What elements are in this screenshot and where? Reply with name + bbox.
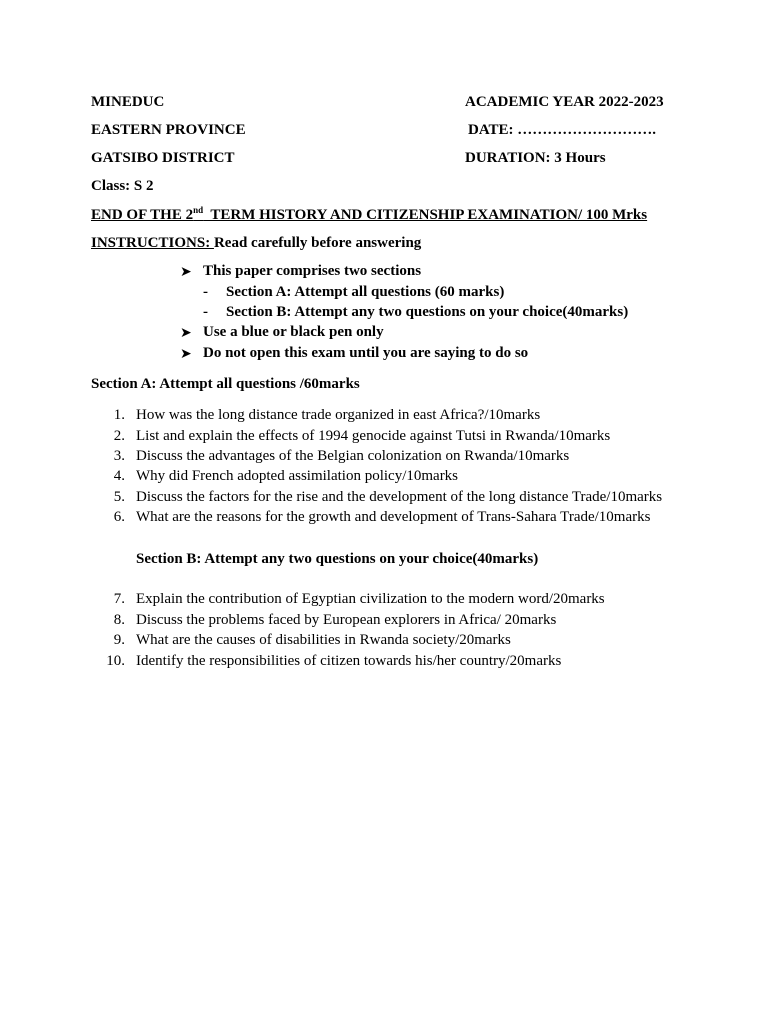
arrow-bullet-icon: ➤ <box>180 265 192 280</box>
question-text: How was the long distance trade organized in east Africa?/10marks <box>136 407 541 423</box>
dash-bullet-icon: - <box>203 284 208 300</box>
question-number: 6. <box>113 509 125 525</box>
question-number: 4. <box>113 468 125 484</box>
exam-title <box>91 207 647 224</box>
district-name: GATSIBO DISTRICT <box>91 150 235 166</box>
section-a-heading: Section A: Attempt all questions /60marks <box>91 376 360 392</box>
question-text: What are the reasons for the growth and development of Trans-Sahara Trade/10marks <box>136 509 651 525</box>
question-number: 8. <box>113 612 125 628</box>
title-prefix: END OF THE 2 <box>91 207 194 223</box>
question-text: Identify the responsibilities of citizen towards his/her country/20marks <box>136 653 562 669</box>
question-text: List and explain the effects of 1994 genocide against Tutsi in Rwanda/10marks <box>136 428 611 444</box>
question-text: Discuss the factors for the rise and the development of the long distance Trade/10marks <box>136 489 663 505</box>
date-line: DATE: ………………………. <box>468 122 657 138</box>
title-suffix: TERM HISTORY AND CITIZENSHIP EXAMINATION/ 100 Mrks <box>203 207 648 223</box>
question-number: 2. <box>113 428 125 444</box>
instruction-item: This paper comprises two sections <box>203 263 422 279</box>
class-label: Class: S 2 <box>91 178 154 194</box>
instructions-text: Read carefully before answering <box>213 235 422 251</box>
question-text: What are the causes of disabilities in Rwanda society/20marks <box>136 632 511 648</box>
ministry-name: MINEDUC <box>91 94 165 110</box>
question-text: Why did French adopted assimilation policy/10marks <box>136 468 459 484</box>
academic-year: ACADEMIC YEAR 2022-2023 <box>465 94 664 110</box>
instruction-item: Do not open this exam until you are saying to do so <box>203 345 529 361</box>
question-text: Discuss the advantages of the Belgian colonization on Rwanda/10marks <box>136 448 570 464</box>
instruction-item: Use a blue or black pen only <box>203 324 384 340</box>
question-number: 7. <box>113 591 125 607</box>
question-number: 3. <box>113 448 125 464</box>
question-number: 9. <box>113 632 125 648</box>
dash-bullet-icon: - <box>203 304 208 320</box>
question-number: 5. <box>113 489 125 505</box>
title-superscript: nd <box>193 205 204 215</box>
question-text: Discuss the problems faced by European explorers in Africa/ 20marks <box>136 612 557 628</box>
question-number: 1. <box>113 407 125 423</box>
section-b-heading: Section B: Attempt any two questions on your choice(40marks) <box>136 551 539 567</box>
duration: DURATION: 3 Hours <box>465 150 606 166</box>
province-name: EASTERN PROVINCE <box>91 122 246 138</box>
instruction-subitem: Section A: Attempt all questions (60 marks) <box>226 284 505 300</box>
instruction-subitem: Section B: Attempt any two questions on your choice(40marks) <box>226 304 629 320</box>
instructions-line <box>91 235 421 252</box>
instructions-label: INSTRUCTIONS: <box>91 235 214 251</box>
arrow-bullet-icon: ➤ <box>180 347 192 362</box>
question-number: 10. <box>106 653 125 669</box>
question-text: Explain the contribution of Egyptian civilization to the modern word/20marks <box>136 591 605 607</box>
arrow-bullet-icon: ➤ <box>180 326 192 341</box>
